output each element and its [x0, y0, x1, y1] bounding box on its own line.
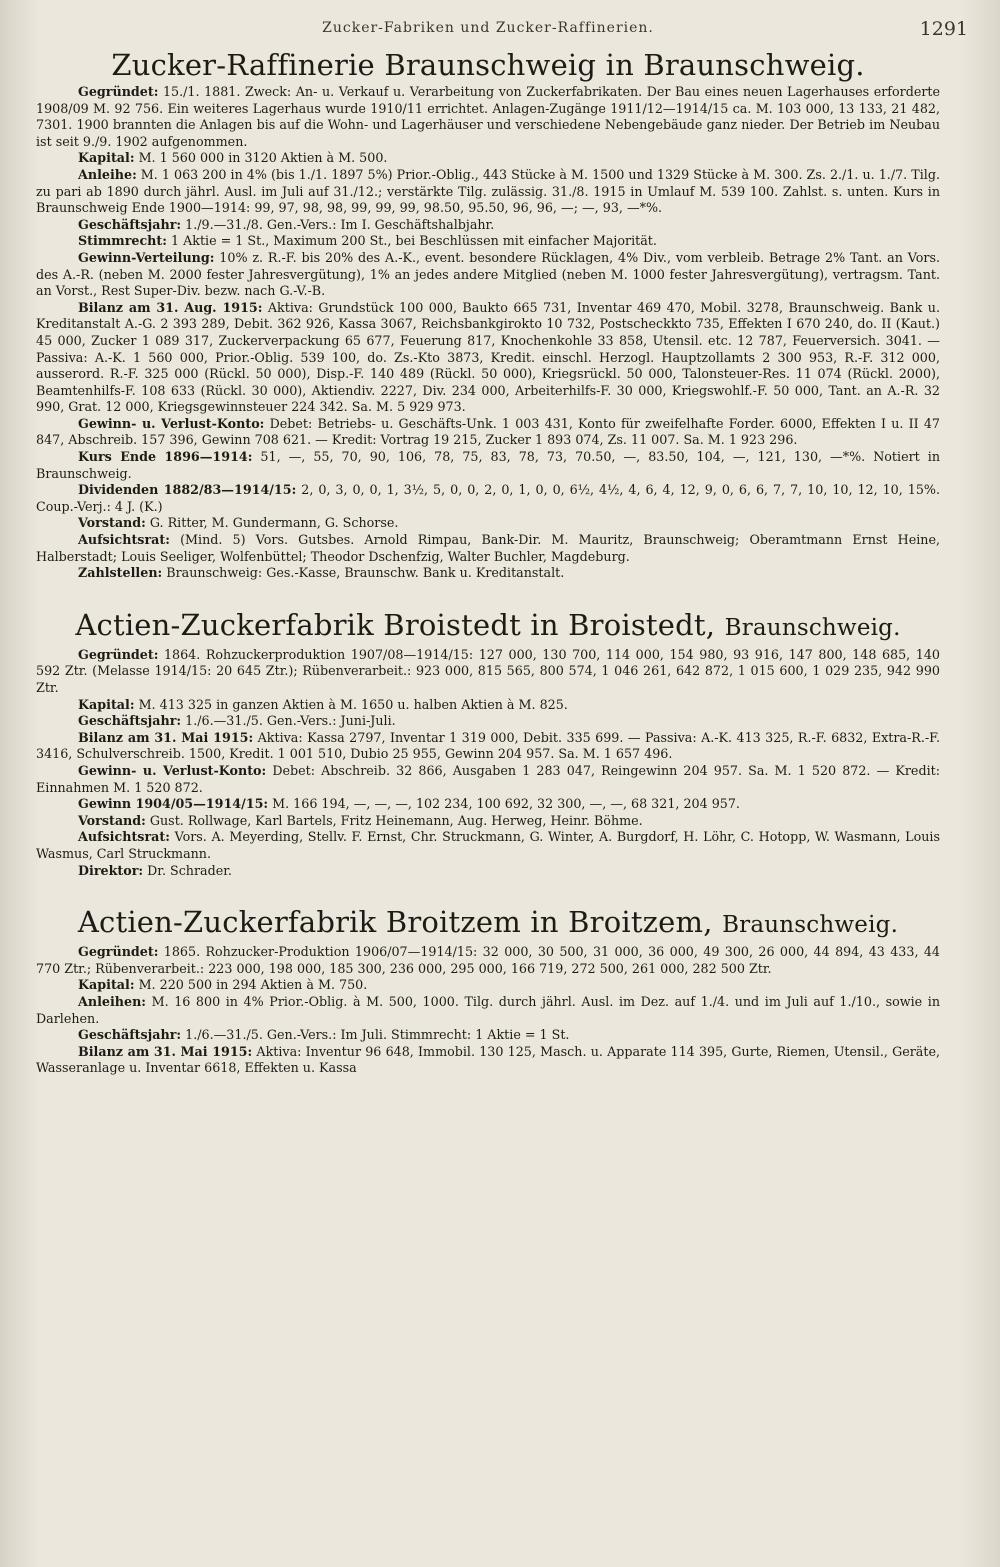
paragraph-text: Braunschweig: Ges.-Kasse, Braunschw. Bank u. Kreditanstalt. — [162, 565, 565, 581]
paragraph-label: Gewinn- u. Verlust-Konto: — [78, 762, 267, 778]
entry-paragraph — [36, 813, 940, 830]
paragraph-label: Gewinn 1904/05—1914/15: — [78, 796, 269, 812]
paragraph-label: Gegründet: — [78, 646, 159, 662]
entry-paragraph — [36, 250, 940, 300]
paragraph-label: Aufsichtsrat: — [78, 829, 170, 845]
paragraph-label: Vorstand: — [78, 812, 146, 828]
entry-paragraph — [36, 1027, 940, 1044]
company-title-main: Zucker-Raffinerie Braunschweig in Braunschweig. — [111, 48, 865, 82]
paragraph-label: Anleihen: — [78, 993, 146, 1009]
paragraph-label: Dividenden 1882/83—1914/15: — [78, 482, 297, 498]
paragraph-label: Bilanz am 31. Mai 1915: — [78, 729, 254, 745]
paragraph-text: 2, 0, 3, 0, 0, 1, 3½, 5, 0, 0, 2, 0, 1, 0, 0, 6½, 4½, 4, 6, 4, 12, 9, 0, 6, 6, 7, 7, 10, 10, 12, 10, 15%. Coup.-Verj.: 4 J. (K.) — [36, 482, 940, 514]
company-title-main: Actien-Zuckerfabrik Broistedt in Broistedt, — [75, 607, 716, 642]
paragraph-label: Bilanz am 31. Aug. 1915: — [78, 299, 263, 315]
paragraph-text: 15./1. 1881. Zweck: An- u. Verkauf u. Verarbeitung von Zuckerfabrikaten. Der Bau eines neuen Lagerhauses erforderte 1908/09 M. 92 756. Ein weiteres Lagerhaus wurde 1910/11 errichtet. Anlagen-Zugänge 1911/12—1914/15 ca. M. 103 000, 13 133, 21 482, 7301. 1900 brannten die Anlagen bis auf die Wohn- und Lagerhäuser und verschiedene Nebengebäude ganz nieder. Der Betrieb im Neubau ist seit 9./9. 1902 aufgenommen. — [36, 84, 940, 149]
paragraph-text: M. 166 194, —, —, —, 102 234, 100 692, 32 300, —, —, 68 321, 204 957. — [268, 796, 740, 812]
paragraph-label: Gegründet: — [78, 84, 159, 99]
entry-paragraph — [36, 233, 940, 250]
company-entry-1 — [36, 46, 940, 582]
paragraph-label: Gewinn- u. Verlust-Konto: — [78, 415, 265, 431]
company-entry-2 — [36, 606, 940, 879]
paragraph-label: Kapital: — [78, 150, 135, 166]
running-title: Zucker-Fabriken und Zucker-Raffinerien. — [322, 20, 654, 36]
paragraph-text: G. Ritter, M. Gundermann, G. Schorse. — [145, 515, 399, 531]
entry-paragraph — [36, 863, 940, 880]
company-title-location: Braunschweig. — [722, 912, 899, 939]
paragraph-text: Aktiva: Grundstück 100 000, Baukto 665 731, Inventar 469 470, Mobil. 3278, Braunschweig. Bank u. Kreditanstalt A.-G. 2 393 289, Debit. 362 926, Kassa 3067, Reichsbankgirokto 10 732, Postscheckkto 735, Effekten I 670 240, do. II (Kaut.) 45 000, Zucker 1 089 317, Zuckerverpackung 65 677, Feuerung 817, Knochenkohle 33 858, Utensil. etc. 12 787, Feuerversich. 3041. — Passiva: A.-K. 1 560 000, Prior.-Oblig. 539 100, do. Zs.-Kto 3873, Kredit. einschl. Herzogl. Hauptzollamts 2 300 953, R.-F. 312 000, ausserord. R.-F. 325 000 (Rückl. 50 000), Disp.-F. 140 489 (Rückl. 50 000), Kriegsrückl. 50 000, Talonsteuer-Res. 11 074 (Rückl. 2000), Beamtenhilfs-F. 108 633 (Rückl. 30 000), Aktiendiv. 2227, Div. 234 000, Arbeiterhilfs-F. 30 000, Kriegswohlf.-F. 50 000, Tant. an A.-R. 32 990, Grat. 12 000, Kriegsgewinnsteuer 224 342. Sa. M. 5 929 973. — [36, 299, 940, 415]
paragraph-label: Anleihe: — [78, 166, 137, 182]
paragraph-text: (Mind. 5) Vors. Gutsbes. Arnold Rimpau, Bank-Dir. M. Mauritz, Braunschweig; Oberamtmann Ernst Heine, Halberstadt; Louis Seeliger, Wolfenbüttel; Theodor Dschenfzig, Walter Buchler, Magdeburg. — [36, 532, 940, 564]
company-title — [36, 606, 940, 647]
paragraph-text: M. 413 325 in ganzen Aktien à M. 1650 u. halben Aktien à M. 825. — [134, 696, 568, 712]
paragraph-text: M. 220 500 in 294 Aktien à M. 750. — [134, 977, 368, 993]
page-number: 1291 — [919, 18, 968, 40]
company-title — [36, 46, 940, 84]
paragraph-text: Debet: Abschreib. 32 866, Ausgaben 1 283 047, Reingewinn 204 957. Sa. M. 1 520 872. — Kredit: Einnahmen M. 1 520 872. — [36, 762, 940, 795]
entry-paragraph — [36, 449, 940, 482]
paragraph-text: 1./6.—31./5. Gen.-Vers.: Im Juli. Stimmrecht: 1 Aktie = 1 St. — [181, 1027, 570, 1043]
paragraph-label: Vorstand: — [78, 515, 146, 531]
company-title — [36, 903, 940, 944]
paragraph-text: 1864. Rohzuckerproduktion 1907/08—1914/15: 127 000, 130 700, 114 000, 154 980, 93 916, 147 800, 148 685, 140 592 Ztr. (Melasse 1914/15: 20 645 Ztr.); Rübenverarbeit.: 923 000, 815 565, 800 574, 1 046 261, 642 872, 1 015 600, 1 029 235, 942 990 Ztr. — [36, 646, 940, 695]
entry-paragraph — [36, 416, 940, 449]
entry-paragraph — [36, 994, 940, 1027]
paragraph-label: Kurs Ende 1896—1914: — [78, 449, 253, 465]
entry-paragraph — [36, 763, 940, 796]
paragraph-label: Direktor: — [78, 862, 144, 878]
paragraph-text: 1./6.—31./5. Gen.-Vers.: Juni-Juli. — [181, 713, 396, 729]
paragraph-text: Aktiva: Kassa 2797, Inventar 1 319 000, Debit. 335 699. — Passiva: A.-K. 413 325, R.-F. 6832, Extra-R.-F. 3416, Schulverschreib. 1500, Kredit. 1 001 510, Dubio 25 955, Gewinn 204 957. Sa. M. 1 657 496. — [36, 729, 941, 762]
paragraph-text: 1 Aktie = 1 St., Maximum 200 St., bei Beschlüssen mit einfacher Majorität. — [166, 233, 657, 249]
entry-paragraph — [36, 730, 940, 763]
company-entry-3 — [36, 903, 940, 1077]
entry-paragraph — [36, 217, 940, 234]
entry-paragraph — [36, 697, 940, 714]
paragraph-label: Kapital: — [78, 977, 135, 993]
paragraph-text: 1865. Rohzucker-Produktion 1906/07—1914/15: 32 000, 30 500, 31 000, 36 000, 49 300, 26 000, 44 894, 43 433, 44 770 Ztr.; Rübenverarbeit.: 223 000, 198 000, 185 300, 236 000, 295 000, 166 719, 272 500, 261 000, 282 500 Ztr. — [36, 944, 940, 976]
entry-paragraph — [36, 713, 940, 730]
entry-paragraph — [36, 944, 940, 977]
entry-paragraph — [36, 647, 940, 697]
paragraph-label: Gewinn-Verteilung: — [78, 249, 215, 265]
entry-paragraph — [36, 482, 940, 515]
entry-paragraph — [36, 167, 940, 217]
paragraph-label: Geschäftsjahr: — [78, 216, 182, 232]
entry-paragraph — [36, 84, 940, 150]
company-title-location: Braunschweig. — [724, 614, 901, 641]
entry-spacer — [36, 582, 940, 606]
paragraph-text: 10% z. R.-F. bis 20% des A.-K., event. besondere Rücklagen, 4% Div., vom verbleib. Betrage 2% Tant. an Vors. des A.-R. (neben M. 2000 fester Jahresvergütung), 1% an jedes andere Mitglied (neben M. 1000 fester Jahresvergütung), vertragsm. Tant. an Vorst., Rest Super-Div. bezw. nach G.-V.-B. — [36, 249, 940, 299]
entry-paragraph — [36, 300, 940, 416]
entry-paragraph — [36, 977, 940, 994]
paragraph-label: Zahlstellen: — [78, 565, 163, 581]
paragraph-label: Geschäftsjahr: — [78, 1027, 182, 1043]
paragraph-text: M. 1 560 000 in 3120 Aktien à M. 500. — [134, 150, 388, 166]
paragraph-label: Kapital: — [78, 696, 135, 712]
paragraph-text: Gust. Rollwage, Karl Bartels, Fritz Heinemann, Aug. Herweg, Heinr. Böhme. — [145, 812, 643, 828]
entry-paragraph — [36, 515, 940, 532]
entry-paragraph — [36, 150, 940, 167]
paragraph-label: Bilanz am 31. Mai 1915: — [78, 1043, 253, 1059]
paragraph-text: M. 16 800 in 4% Prior.-Oblig. à M. 500, 1000. Tilg. durch jährl. Ausl. im Dez. auf 1./4. und im Juli auf 1./10., sowie in Darlehen. — [36, 993, 940, 1026]
entry-paragraph — [36, 532, 940, 565]
paragraph-text: Dr. Schrader. — [143, 862, 232, 878]
entry-paragraph — [36, 796, 940, 813]
entry-paragraph — [36, 829, 940, 862]
entry-paragraph — [36, 565, 940, 582]
paragraph-text: M. 1 063 200 in 4% (bis 1./1. 1897 5%) Prior.-Oblig., 443 Stücke à M. 1500 und 1329 Stücke à M. 300. Zs. 2./1. u. 1./7. Tilg. zu pari ab 1890 durch jährl. Ausl. im Juli auf 31./12.; verstärkte Tilg. zulässig. 31./8. 1915 in Umlauf M. 539 100. Zahlst. s. unten. Kurs in Braunschweig Ende 1900—1914: 99, 97, 98, 98, 99, 99, 99, 98.50, 95.50, 96, 96, —; —, 93, —*%. — [36, 166, 940, 216]
paragraph-label: Stimmrecht: — [78, 233, 167, 249]
paragraph-text: Vors. A. Meyerding, Stellv. F. Ernst, Chr. Struckmann, G. Winter, A. Burgdorf, H. Löhr, C. Hotopp, W. Wasmann, Louis Wasmus, Carl Struckmann. — [36, 829, 940, 861]
paragraph-label: Aufsichtsrat: — [78, 532, 170, 548]
paragraph-text: Debet: Betriebs- u. Geschäfts-Unk. 1 003 431, Konto für zweifelhafte Forder. 6000, Effekten I u. II 47 847, Abschreib. 157 396, Gewinn 708 621. — Kredit: Vortrag 19 215, Zucker 1 893 074, Zs. 11 007. Sa. M. 1 923 296. — [36, 415, 940, 448]
entry-paragraph — [36, 1044, 940, 1077]
running-header — [36, 18, 968, 46]
entry-spacer — [36, 879, 940, 903]
company-title-main: Actien-Zuckerfabrik Broitzem in Broitzem, — [77, 905, 713, 940]
paragraph-text: Aktiva: Inventur 96 648, Immobil. 130 125, Masch. u. Apparate 114 395, Gurte, Riemen, Utensil., Geräte, Wasseranlage u. Inventar 6618, Effekten u. Kassa — [36, 1043, 941, 1076]
paragraph-label: Geschäftsjahr: — [78, 713, 182, 729]
paragraph-text: 1./9.—31./8. Gen.-Vers.: Im I. Geschäftshalbjahr. — [181, 216, 495, 232]
paragraph-label: Gegründet: — [78, 944, 159, 960]
paragraph-text: 51, —, 55, 70, 90, 106, 78, 75, 83, 78, 73, 70.50, —, 83.50, 104, —, 121, 130, —*%. Notiert in Braunschweig. — [36, 449, 940, 481]
